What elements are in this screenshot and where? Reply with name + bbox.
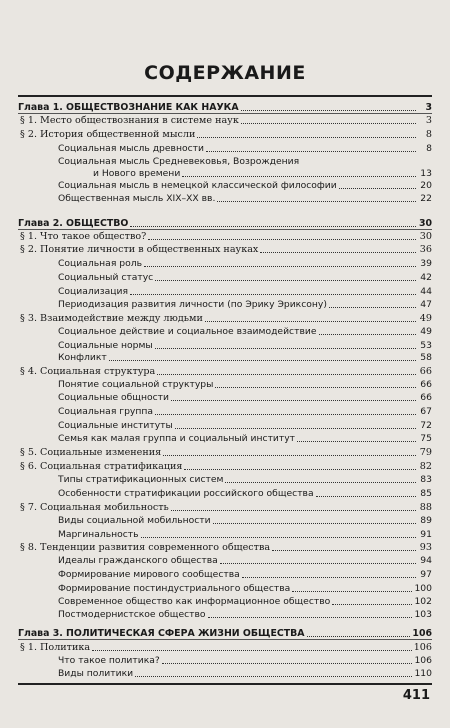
toc-entry-title: Семья как малая группа и социальный институт: [58, 433, 296, 444]
toc-section-entry: [18, 128, 432, 140]
toc-entry-page: 103: [414, 609, 432, 620]
chapter-rule: [18, 113, 432, 114]
toc-entry-page: 82: [419, 461, 432, 472]
toc-entry-title: Социальная мысль в немецкой классической философии: [58, 180, 337, 191]
toc-section-entry: [18, 501, 432, 513]
toc-subsection-entry: [18, 514, 432, 526]
toc-subsection-entry: [18, 325, 432, 337]
toc-entry-page: 44: [420, 286, 432, 297]
toc-subsection-entry: [18, 339, 432, 351]
toc-entry-title: Периодизация развития личности (по Эрику Эриксону): [58, 299, 327, 310]
toc-entry-title: § 4. Социальная структура: [20, 366, 156, 377]
dot-leader: [92, 649, 412, 651]
toc-subsection-entry: [18, 528, 432, 540]
page-number: 411: [402, 688, 430, 703]
dot-leader: [205, 320, 416, 322]
toc-subsection-entry: [18, 608, 432, 620]
dot-leader: [272, 549, 416, 551]
toc-entry-page: 93: [419, 542, 432, 553]
toc-entry-page: 91: [420, 529, 432, 540]
toc-subsection-entry: [18, 432, 432, 444]
dot-leader: [171, 509, 416, 511]
toc-entry-title: § 1. Место обществознания в системе наук: [20, 115, 239, 126]
dot-leader: [213, 522, 416, 524]
dot-leader: [332, 603, 412, 605]
dot-leader: [260, 251, 416, 253]
toc-entry-title: Формирование мирового сообщества: [58, 569, 240, 580]
toc-section-entry: [18, 541, 432, 553]
dot-leader: [184, 468, 416, 470]
toc-subsection-entry: [18, 419, 432, 431]
toc-entry-title: Что такое политика?: [58, 655, 160, 666]
toc-entry-title: Социальный статус: [58, 272, 154, 283]
toc-entry-page: 94: [420, 555, 432, 566]
top-rule: [18, 95, 432, 97]
dot-leader: [109, 359, 416, 361]
toc-entry-title: Особенности стратификации российского общества: [58, 488, 314, 499]
toc-entry-page: 20: [420, 180, 432, 191]
dot-leader: [148, 238, 416, 240]
toc-entry-page: 8: [425, 129, 432, 140]
dot-leader: [171, 399, 416, 401]
toc-subsection-entry: [18, 654, 432, 666]
dot-leader: [135, 675, 412, 677]
toc-subsection-entry: [18, 378, 432, 390]
dot-leader: [141, 536, 416, 538]
toc-section-entry: [18, 365, 432, 377]
toc-subsection-entry: [18, 179, 432, 191]
toc-entry-page: 66: [419, 366, 432, 377]
toc-entry-title: Глава 3. ПОЛИТИЧЕСКАЯ СФЕРА ЖИЗНИ ОБЩЕСТВА: [18, 628, 305, 639]
toc-entry-page: 75: [420, 433, 432, 444]
dot-leader: [157, 373, 416, 375]
dot-leader: [241, 122, 416, 124]
toc-entry-page: 66: [420, 392, 432, 403]
toc-subsection-entry: [18, 351, 432, 363]
toc-entry-title: § 2. Понятие личности в общественных науках: [20, 244, 259, 255]
toc-subsection-entry: [18, 257, 432, 269]
toc-entry-title: § 8. Тенденции развития современного общества: [20, 542, 271, 553]
dot-leader: [130, 293, 416, 295]
toc-chapter-entry: [18, 101, 432, 113]
toc-section-entry: [18, 312, 432, 324]
toc-entry-title: Социальная группа: [58, 406, 154, 417]
dot-leader: [215, 386, 416, 388]
toc-entry-page: 100: [414, 583, 432, 594]
toc-section-entry: [18, 243, 432, 255]
toc-entry-page: 58: [420, 352, 432, 363]
dot-leader: [163, 454, 416, 456]
toc-entry-page: 36: [419, 244, 432, 255]
toc-entry-page: 106: [413, 642, 432, 653]
toc-section-entry: [18, 230, 432, 242]
toc-subsection-entry: [18, 298, 432, 310]
dot-leader: [175, 427, 416, 429]
toc-entry-page: 97: [420, 569, 432, 580]
toc-entry-page: 49: [419, 313, 432, 324]
toc-entry-title: § 1. Политика: [20, 642, 91, 653]
toc-section-entry: [18, 460, 432, 472]
dot-leader: [242, 576, 416, 578]
toc-entry-title: § 6. Социальная стратификация: [20, 461, 183, 472]
toc-subsection-entry: [18, 568, 432, 580]
toc-entry-title: Глава 1. ОБЩЕСТВОЗНАНИЕ КАК НАУКА: [18, 102, 239, 113]
dot-leader: [155, 279, 416, 281]
toc-subsection-entry: [18, 155, 432, 167]
dot-leader: [197, 136, 416, 138]
toc-subsection-entry: [18, 285, 432, 297]
dot-leader: [208, 616, 413, 618]
toc-subsection-entry: [18, 142, 432, 154]
toc-entry-title: Глава 2. ОБЩЕСТВО: [18, 218, 129, 229]
toc-entry-title: Социальные институты: [58, 420, 173, 431]
toc-entry-page: 85: [420, 488, 432, 499]
dot-leader: [319, 333, 417, 335]
toc-subsection-entry: [18, 271, 432, 283]
toc-entry-page: 30: [418, 218, 432, 229]
toc-entry-page: 83: [420, 474, 432, 485]
toc-entry-title: и Нового времени: [93, 168, 181, 179]
toc-entry-title: Конфликт: [58, 352, 107, 363]
toc-entry-title: Формирование постиндустриального общества: [58, 583, 291, 594]
toc-entry-title: Идеалы гражданского общества: [58, 555, 218, 566]
toc-entry-title: Общественная мысль XIX–XX вв.: [58, 193, 216, 204]
toc-entry-title: Современное общество как информационное общество: [58, 596, 331, 607]
dot-leader: [241, 109, 416, 111]
toc-subsection-entry: [18, 167, 432, 179]
dot-leader: [162, 662, 413, 664]
toc-entry-title: Постмодернистское общество: [58, 609, 206, 620]
toc-entry-title: Социальная мысль Средневековья, Возрождения: [58, 156, 300, 167]
toc-entry-title: Социализация: [58, 286, 129, 297]
toc-entry-title: § 7. Социальная мобильность: [20, 502, 169, 513]
toc-entry-page: 79: [419, 447, 432, 458]
chapter-rule: [18, 639, 432, 640]
toc-entry-title: Виды социальной мобильности: [58, 515, 211, 526]
toc-entry-title: Понятие социальной структуры: [58, 379, 214, 390]
dot-leader: [225, 481, 416, 483]
toc-chapter-entry: [18, 627, 432, 639]
toc-entry-page: 8: [426, 143, 432, 154]
toc-entry-page: 49: [420, 326, 432, 337]
toc-entry-page: 88: [419, 502, 432, 513]
toc-entry-page: 67: [420, 406, 432, 417]
toc-entry-page: 22: [420, 193, 432, 204]
toc-entry-page: 13: [420, 168, 432, 179]
toc-entry-page: 30: [419, 231, 432, 242]
toc-entry-page: 53: [420, 340, 432, 351]
toc-entry-page: 3: [425, 102, 432, 113]
toc-subsection-entry: [18, 487, 432, 499]
toc-entry-page: 72: [420, 420, 432, 431]
dot-leader: [316, 495, 416, 497]
toc-entry-title: Виды политики: [58, 668, 134, 679]
toc-entry-page: 42: [420, 272, 432, 283]
dot-leader: [182, 175, 416, 177]
toc-entry-title: § 2. История общественной мысли: [20, 129, 196, 140]
toc-entry-title: Социальное действие и социальное взаимодействие: [58, 326, 317, 337]
dot-leader: [130, 225, 416, 227]
toc-subsection-entry: [18, 595, 432, 607]
page-title: СОДЕРЖАНИЕ: [144, 62, 306, 84]
toc-entry-title: Типы стратификационных систем: [58, 474, 224, 485]
toc-entry-page: 110: [414, 668, 432, 679]
toc-entry-page: 106: [414, 655, 432, 666]
toc-subsection-entry: [18, 582, 432, 594]
dot-leader: [297, 440, 416, 442]
toc-entry-page: 3: [425, 115, 432, 126]
dot-leader: [217, 200, 416, 202]
toc-entry-page: 106: [412, 628, 432, 639]
toc-entry-title: Социальная мысль древности: [58, 143, 204, 154]
toc-section-entry: [18, 641, 432, 653]
dot-leader: [307, 635, 411, 637]
dot-leader: [144, 265, 416, 267]
chapter-rule: [18, 229, 432, 230]
toc-entry-title: § 3. Взаимодействие между людьми: [20, 313, 203, 324]
toc-entry-page: 89: [420, 515, 432, 526]
toc-entry-title: Маргинальность: [58, 529, 139, 540]
toc-section-entry: [18, 114, 432, 126]
bottom-rule: [18, 683, 432, 685]
toc-entry-title: § 5. Социальные изменения: [20, 447, 162, 458]
toc-entry-title: Социальная роль: [58, 258, 143, 269]
toc-section-entry: [18, 446, 432, 458]
toc-entry-title: Социальные нормы: [58, 340, 153, 351]
dot-leader: [206, 150, 416, 152]
dot-leader: [292, 590, 412, 592]
dot-leader: [155, 347, 416, 349]
toc-subsection-entry: [18, 554, 432, 566]
dot-leader: [329, 306, 416, 308]
dot-leader: [155, 413, 416, 415]
toc-entry-title: Социальные общности: [58, 392, 169, 403]
dot-leader: [220, 562, 416, 564]
toc-entry-page: 47: [420, 299, 432, 310]
toc-subsection-entry: [18, 192, 432, 204]
toc-entry-title: § 1. Что такое общество?: [20, 231, 147, 242]
toc-subsection-entry: [18, 405, 432, 417]
toc-entry-page: 102: [414, 596, 432, 607]
toc-subsection-entry: [18, 667, 432, 679]
toc-chapter-entry: [18, 217, 432, 229]
toc-entry-page: 39: [420, 258, 432, 269]
toc-subsection-entry: [18, 473, 432, 485]
dot-leader: [339, 187, 416, 189]
toc-subsection-entry: [18, 391, 432, 403]
toc-entry-page: 66: [420, 379, 432, 390]
